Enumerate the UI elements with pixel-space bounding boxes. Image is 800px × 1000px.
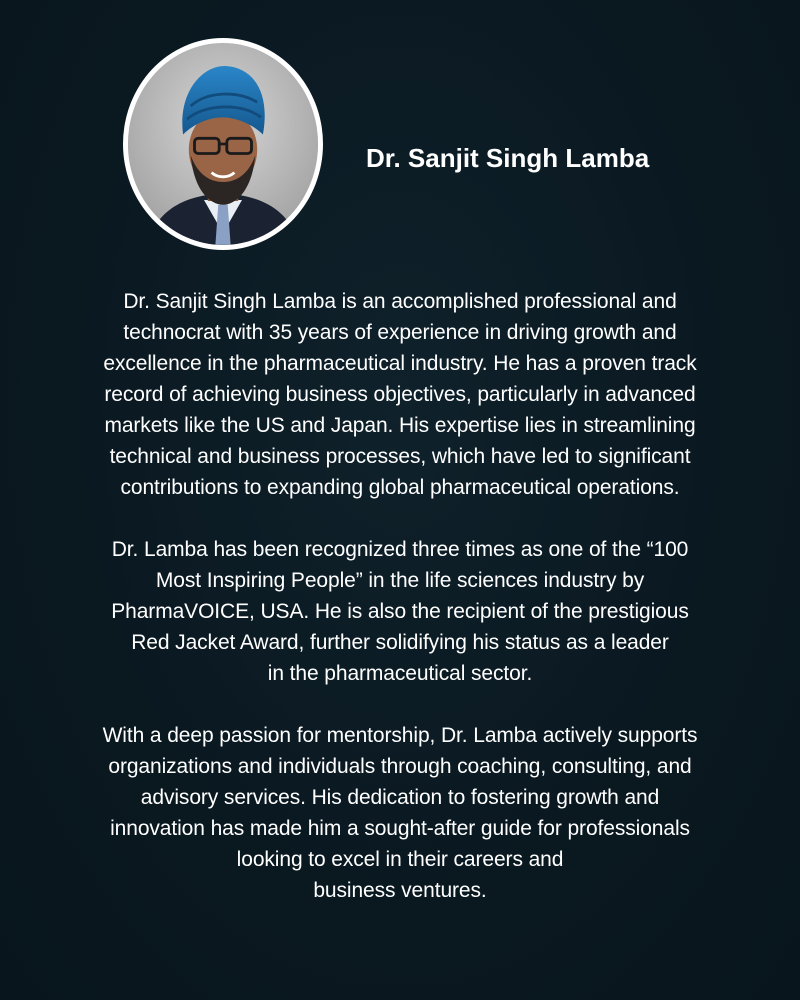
profile-name: Dr. Sanjit Singh Lamba (366, 143, 650, 173)
bio-line: business ventures. (313, 879, 487, 902)
bio-line: looking to excel in their careers and (236, 848, 564, 871)
bio-line: Red Jacket Award, further solidifying his status as a leader (131, 631, 669, 654)
bio-line: Dr. Sanjit Singh Lamba is an accomplished professional and (123, 290, 677, 313)
bio-paragraph-2 (20, 534, 780, 689)
bio-line: technocrat with 35 years of experience in driving growth and (123, 321, 677, 344)
bio-line: With a deep passion for mentorship, Dr. Lamba actively supports (102, 724, 698, 747)
bio-line: in the pharmaceutical sector. (267, 662, 533, 685)
portrait-photo-icon (128, 43, 318, 245)
bio-line: Most Inspiring People” in the life sciences industry by (155, 569, 645, 592)
bio-line: markets like the US and Japan. His expertise lies in streamlining (104, 414, 696, 437)
bio-paragraph-3 (20, 720, 780, 906)
bio-line: technical and business processes, which have led to significant (109, 445, 691, 468)
bio-line: Dr. Lamba has been recognized three times as one of the “100 (111, 538, 689, 561)
bio-line: PharmaVOICE, USA. He is also the recipient of the prestigious (111, 600, 689, 623)
bio-text (20, 286, 780, 906)
bio-line: organizations and individuals through coaching, consulting, and (108, 755, 692, 778)
bio-line: record of achieving business objectives, particularly in advanced (104, 383, 696, 406)
bio-line: excellence in the pharmaceutical industry. He has a proven track (103, 352, 697, 375)
bio-paragraph-1 (20, 286, 780, 503)
profile-photo (123, 38, 323, 250)
bio-line: contributions to expanding global pharmaceutical operations. (120, 476, 680, 499)
bio-line: innovation has made him a sought-after guide for professionals (110, 817, 690, 840)
bio-line: advisory services. His dedication to fostering growth and (140, 786, 660, 809)
